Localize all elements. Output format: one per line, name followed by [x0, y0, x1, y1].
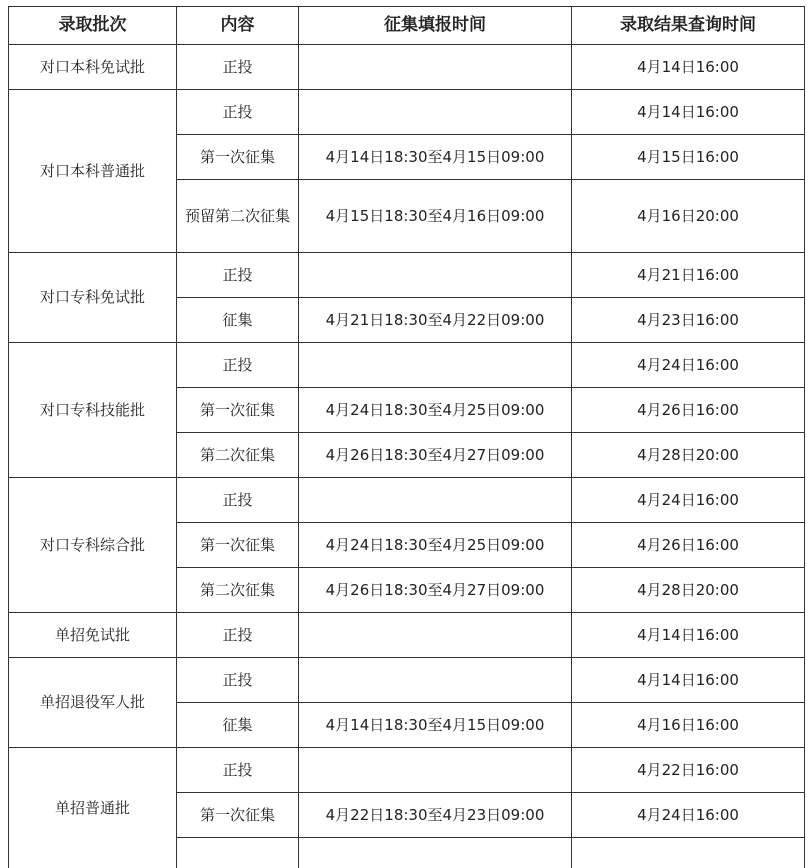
- query-time-cell: 4月24日16:00: [572, 793, 805, 838]
- query-time-cell: 4月16日20:00: [572, 180, 805, 253]
- content-cell: 正投: [177, 613, 299, 658]
- table-row: [9, 613, 805, 658]
- fill-time-cell: 4月14日18:30至4月15日09:00: [299, 135, 572, 180]
- fill-time-cell: 4月24日18:30至4月25日09:00: [299, 523, 572, 568]
- batch-cell: 单招免试批: [9, 613, 177, 658]
- query-time-cell: 4月28日20:00: [572, 568, 805, 613]
- header-batch: 录取批次: [9, 7, 177, 45]
- table-row: [9, 478, 805, 523]
- content-cell: 征集: [177, 703, 299, 748]
- query-time-cell: [572, 838, 805, 868]
- content-cell: 正投: [177, 253, 299, 298]
- query-time-cell: 4月14日16:00: [572, 90, 805, 135]
- table-row: [9, 658, 805, 703]
- table-row: [9, 45, 805, 90]
- content-cell: 征集: [177, 298, 299, 343]
- content-cell: 正投: [177, 343, 299, 388]
- content-cell: 正投: [177, 658, 299, 703]
- batch-cell: 对口专科技能批: [9, 343, 177, 478]
- header-row: [9, 7, 805, 45]
- fill-time-cell: 4月15日18:30至4月16日09:00: [299, 180, 572, 253]
- fill-time-cell: [299, 613, 572, 658]
- table-row: [9, 253, 805, 298]
- table-row: [9, 90, 805, 135]
- header-query-time: 录取结果查询时间: [572, 7, 805, 45]
- query-time-cell: 4月26日16:00: [572, 388, 805, 433]
- content-cell: 第一次征集: [177, 793, 299, 838]
- query-time-cell: 4月14日16:00: [572, 658, 805, 703]
- admission-schedule-table: [8, 6, 805, 868]
- fill-time-cell: [299, 343, 572, 388]
- fill-time-cell: 4月22日18:30至4月23日09:00: [299, 793, 572, 838]
- header-content: 内容: [177, 7, 299, 45]
- table-row: [9, 343, 805, 388]
- batch-cell: 单招普通批: [9, 748, 177, 868]
- content-cell: 正投: [177, 478, 299, 523]
- content-cell: 第一次征集: [177, 388, 299, 433]
- fill-time-cell: 4月26日18:30至4月27日09:00: [299, 568, 572, 613]
- table-row: [9, 748, 805, 793]
- content-cell: 预留第二次征集: [177, 180, 299, 253]
- batch-cell: 对口专科免试批: [9, 253, 177, 343]
- batch-cell: 对口本科免试批: [9, 45, 177, 90]
- content-cell: 第二次征集: [177, 433, 299, 478]
- fill-time-cell: 4月21日18:30至4月22日09:00: [299, 298, 572, 343]
- batch-cell: 单招退役军人批: [9, 658, 177, 748]
- fill-time-cell: 4月26日18:30至4月27日09:00: [299, 433, 572, 478]
- query-time-cell: 4月24日16:00: [572, 478, 805, 523]
- content-cell: 正投: [177, 90, 299, 135]
- fill-time-cell: [299, 748, 572, 793]
- content-cell: 第一次征集: [177, 135, 299, 180]
- query-time-cell: 4月22日16:00: [572, 748, 805, 793]
- query-time-cell: 4月16日16:00: [572, 703, 805, 748]
- batch-cell: 对口本科普通批: [9, 90, 177, 253]
- fill-time-cell: 4月24日18:30至4月25日09:00: [299, 388, 572, 433]
- content-cell: 正投: [177, 45, 299, 90]
- fill-time-cell: [299, 838, 572, 868]
- fill-time-cell: 4月14日18:30至4月15日09:00: [299, 703, 572, 748]
- fill-time-cell: [299, 478, 572, 523]
- content-cell: 正投: [177, 748, 299, 793]
- fill-time-cell: [299, 90, 572, 135]
- query-time-cell: 4月24日16:00: [572, 343, 805, 388]
- fill-time-cell: [299, 253, 572, 298]
- query-time-cell: 4月14日16:00: [572, 45, 805, 90]
- query-time-cell: 4月28日20:00: [572, 433, 805, 478]
- fill-time-cell: [299, 658, 572, 703]
- query-time-cell: 4月21日16:00: [572, 253, 805, 298]
- batch-cell: 对口专科综合批: [9, 478, 177, 613]
- query-time-cell: 4月26日16:00: [572, 523, 805, 568]
- content-cell: [177, 838, 299, 868]
- query-time-cell: 4月14日16:00: [572, 613, 805, 658]
- fill-time-cell: [299, 45, 572, 90]
- query-time-cell: 4月15日16:00: [572, 135, 805, 180]
- content-cell: 第一次征集: [177, 523, 299, 568]
- query-time-cell: 4月23日16:00: [572, 298, 805, 343]
- content-cell: 第二次征集: [177, 568, 299, 613]
- header-fill-time: 征集填报时间: [299, 7, 572, 45]
